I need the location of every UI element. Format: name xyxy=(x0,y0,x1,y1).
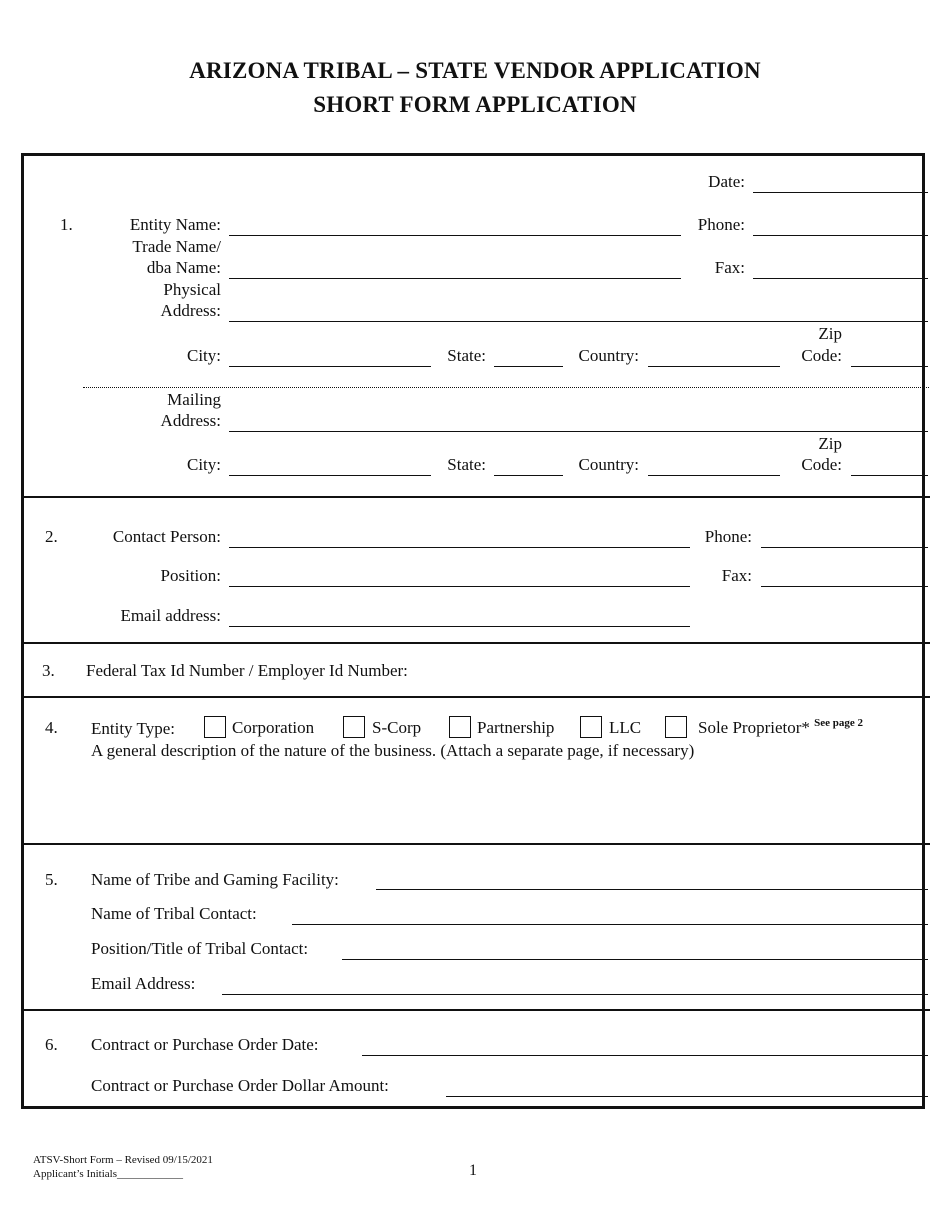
section-number: 4. xyxy=(45,718,58,737)
section-divider xyxy=(21,642,930,644)
email-label: Email address: xyxy=(120,606,221,625)
physical-city-field[interactable] xyxy=(229,366,431,367)
section-divider xyxy=(21,843,930,845)
section-number: 5. xyxy=(45,870,58,889)
physical-address-field[interactable] xyxy=(229,321,928,322)
po-date-field[interactable] xyxy=(362,1055,928,1056)
contact-person-label: Contact Person: xyxy=(112,527,221,546)
section-number: 3. xyxy=(42,661,55,680)
see-page-note: See page 2 xyxy=(814,717,864,729)
form-title: ARIZONA TRIBAL – STATE VENDOR APPLICATION xyxy=(189,58,761,83)
phone-label: Phone: xyxy=(697,215,745,234)
phone-field[interactable] xyxy=(753,235,928,236)
country-label: Country: xyxy=(578,346,639,365)
country-label: Country: xyxy=(578,455,639,474)
po-amount-label: Contract or Purchase Order Dollar Amount: xyxy=(91,1076,389,1095)
contact-person-field[interactable] xyxy=(229,547,690,548)
trade-name-field[interactable] xyxy=(229,278,681,279)
partnership-checkbox[interactable] xyxy=(449,716,471,738)
business-description-area[interactable] xyxy=(91,766,921,836)
state-label: State: xyxy=(447,346,486,365)
contact-phone-field[interactable] xyxy=(761,547,928,548)
form-revision: ATSV-Short Form – Revised 09/15/2021 xyxy=(33,1154,213,1166)
business-description-label: A general description of the nature of the business. (Attach a separate page, if necessary) xyxy=(91,741,695,760)
mailing-address-label: Address: xyxy=(160,411,221,430)
corporation-option-label: Corporation xyxy=(232,718,315,737)
tax-id-label: Federal Tax Id Number / Employer Id Number: xyxy=(86,661,408,680)
tribal-email-label: Email Address: xyxy=(91,974,196,993)
section-divider xyxy=(21,496,930,498)
entity-name-field[interactable] xyxy=(229,235,681,236)
tribe-facility-label: Name of Tribe and Gaming Facility: xyxy=(91,870,339,889)
entity-type-label: Entity Type: xyxy=(91,719,175,738)
tribal-contact-position-label: Position/Title of Tribal Contact: xyxy=(91,939,309,958)
sole-proprietor-checkbox[interactable] xyxy=(665,716,687,738)
city-label: City: xyxy=(186,455,221,474)
sole-proprietor-text: Sole Proprietor* xyxy=(698,718,810,737)
contact-fax-label: Fax: xyxy=(721,566,752,585)
physical-state-field[interactable] xyxy=(494,366,563,367)
po-date-label: Contract or Purchase Order Date: xyxy=(91,1035,319,1054)
position-field[interactable] xyxy=(229,586,690,587)
section-number: 1. xyxy=(60,215,73,234)
trade-name-label: Trade Name/ xyxy=(132,237,221,256)
contact-phone-label: Phone: xyxy=(704,527,752,546)
city-label: City: xyxy=(186,346,221,365)
s-corp-option-label: S-Corp xyxy=(372,718,422,737)
zip-label: Zip xyxy=(818,324,842,343)
mailing-address-field[interactable] xyxy=(229,431,928,432)
fax-label: Fax: xyxy=(714,258,745,277)
tribe-facility-field[interactable] xyxy=(376,889,928,890)
partnership-option-label: Partnership xyxy=(477,718,555,737)
dba-name-label: dba Name: xyxy=(146,258,221,277)
corporation-checkbox[interactable] xyxy=(204,716,226,738)
tribal-contact-label: Name of Tribal Contact: xyxy=(91,904,257,923)
contact-fax-field[interactable] xyxy=(761,586,928,587)
physical-label: Physical xyxy=(163,280,221,299)
position-label: Position: xyxy=(160,566,221,585)
tribal-email-field[interactable] xyxy=(222,994,928,995)
mailing-zip-field[interactable] xyxy=(851,475,928,476)
zip-label: Zip xyxy=(818,434,842,453)
zip-code-label: Code: xyxy=(801,346,842,365)
date-label: Date: xyxy=(708,172,745,191)
form-subtitle: SHORT FORM APPLICATION xyxy=(313,92,637,117)
fax-field[interactable] xyxy=(753,278,928,279)
mailing-label: Mailing xyxy=(167,390,221,409)
date-field[interactable] xyxy=(753,192,928,193)
po-amount-field[interactable] xyxy=(446,1096,928,1097)
state-label: State: xyxy=(447,455,486,474)
tribal-contact-position-field[interactable] xyxy=(342,959,928,960)
mailing-country-field[interactable] xyxy=(648,475,780,476)
section-divider xyxy=(21,1009,930,1011)
physical-country-field[interactable] xyxy=(648,366,780,367)
entity-name-label: Entity Name: xyxy=(129,215,221,234)
email-field[interactable] xyxy=(229,626,690,627)
physical-address-label: Address: xyxy=(160,301,221,320)
mailing-state-field[interactable] xyxy=(494,475,563,476)
section-number: 2. xyxy=(45,527,58,546)
physical-zip-field[interactable] xyxy=(851,366,928,367)
address-separator xyxy=(83,387,929,388)
sole-proprietor-option-label xyxy=(698,718,863,740)
llc-checkbox[interactable] xyxy=(580,716,602,738)
applicant-initials: Applicant’s Initials____________ xyxy=(33,1168,184,1180)
s-corp-checkbox[interactable] xyxy=(343,716,365,738)
page-number: 1 xyxy=(469,1162,477,1179)
llc-option-label: LLC xyxy=(609,718,642,737)
section-number: 6. xyxy=(45,1035,58,1054)
tribal-contact-field[interactable] xyxy=(292,924,928,925)
zip-code-label: Code: xyxy=(801,455,842,474)
section-divider xyxy=(21,696,930,698)
mailing-city-field[interactable] xyxy=(229,475,431,476)
